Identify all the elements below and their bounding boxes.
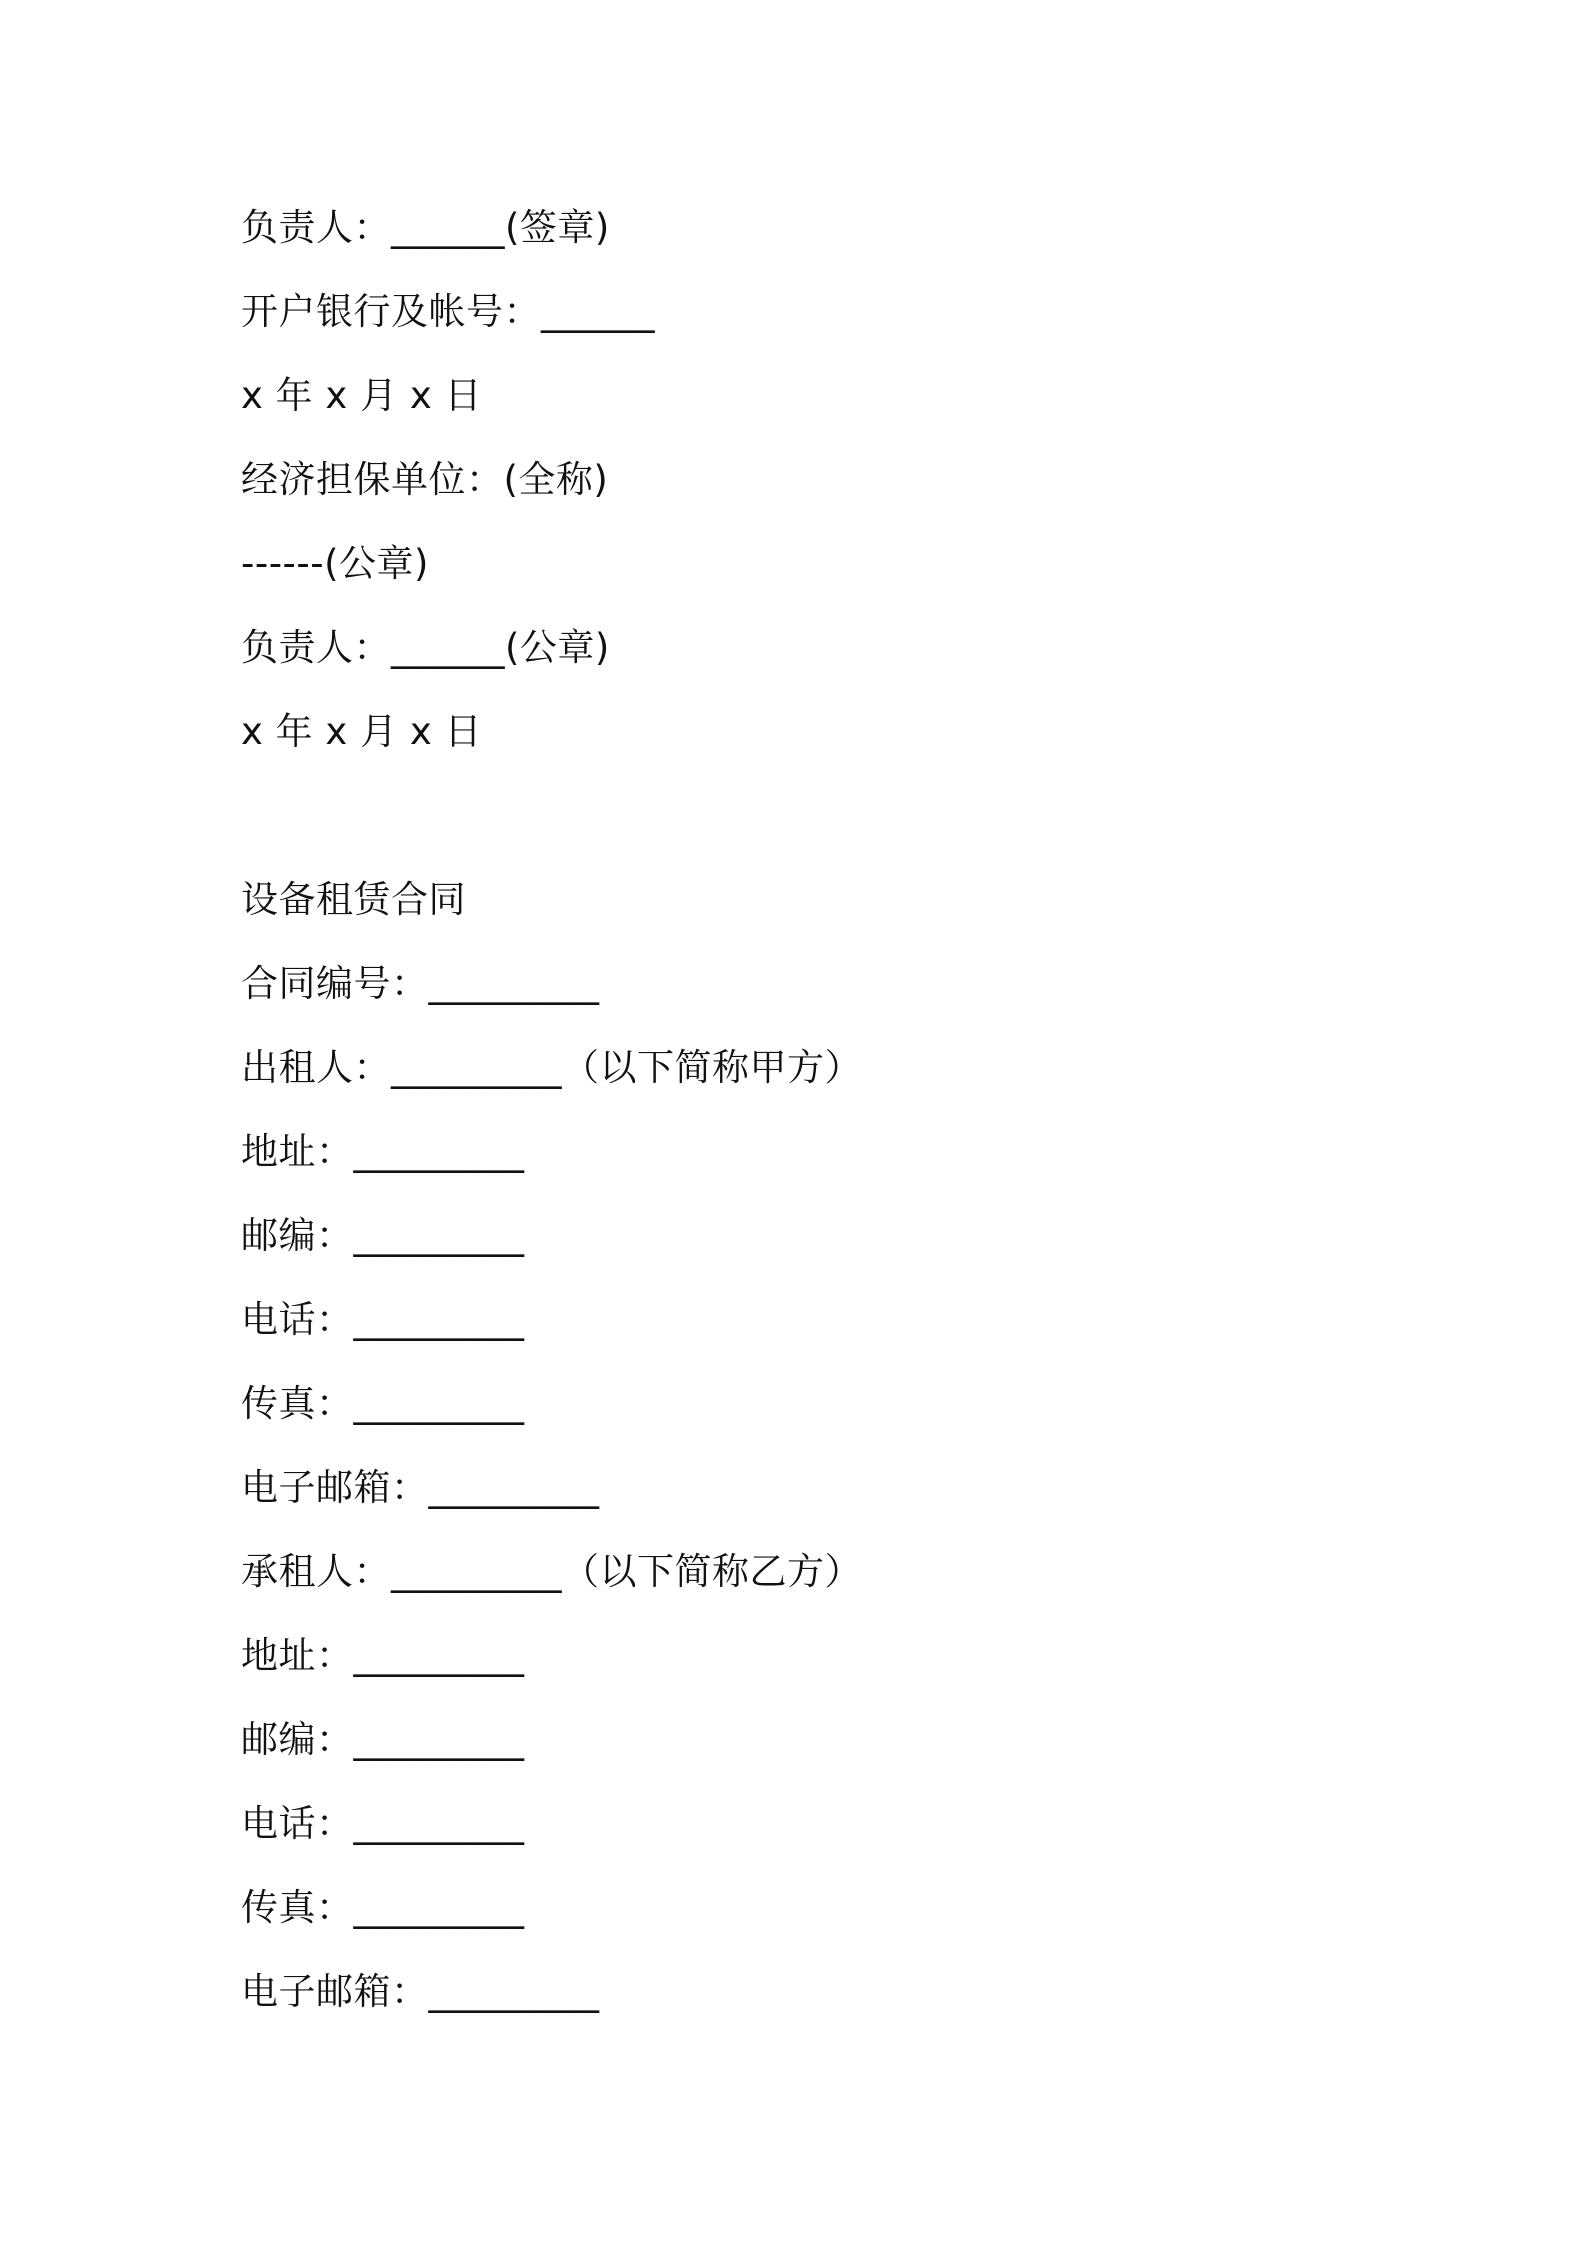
contract-number-line: 合同编号：_________ <box>241 962 600 1005</box>
bank-account-line: 开户银行及帐号：______ <box>241 290 655 333</box>
lessee-email-line: 电子邮箱：_________ <box>241 1970 600 2013</box>
official-seal-line: ------(公章) <box>241 542 429 585</box>
lessee-fax-line: 传真：_________ <box>241 1886 525 1929</box>
guarantor-responsible-person-line: 负责人：______(公章) <box>241 626 610 669</box>
date-line: x 年 x 月 x 日 <box>241 374 482 417</box>
lessor-email-line: 电子邮箱：_________ <box>241 1466 600 1509</box>
responsible-person-signature-line: 负责人：______(签章) <box>241 206 610 249</box>
lessee-address-line: 地址：_________ <box>241 1634 525 1677</box>
lessor-address-line: 地址：_________ <box>241 1130 525 1173</box>
lessee-postcode-line: 邮编：_________ <box>241 1718 525 1761</box>
contract-title: 设备租赁合同 <box>241 878 466 921</box>
lessor-postcode-line: 邮编：_________ <box>241 1214 525 1257</box>
lessee-name-line: 承租人：_________（以下简称乙方） <box>241 1550 862 1593</box>
guarantor-unit-line: 经济担保单位：(全称) <box>241 458 609 501</box>
guarantor-date-line: x 年 x 月 x 日 <box>241 710 482 753</box>
lessor-name-line: 出租人：_________（以下简称甲方） <box>241 1046 862 1089</box>
lessor-fax-line: 传真：_________ <box>241 1382 525 1425</box>
lessor-phone-line: 电话：_________ <box>241 1298 525 1341</box>
lessee-phone-line: 电话：_________ <box>241 1802 525 1845</box>
